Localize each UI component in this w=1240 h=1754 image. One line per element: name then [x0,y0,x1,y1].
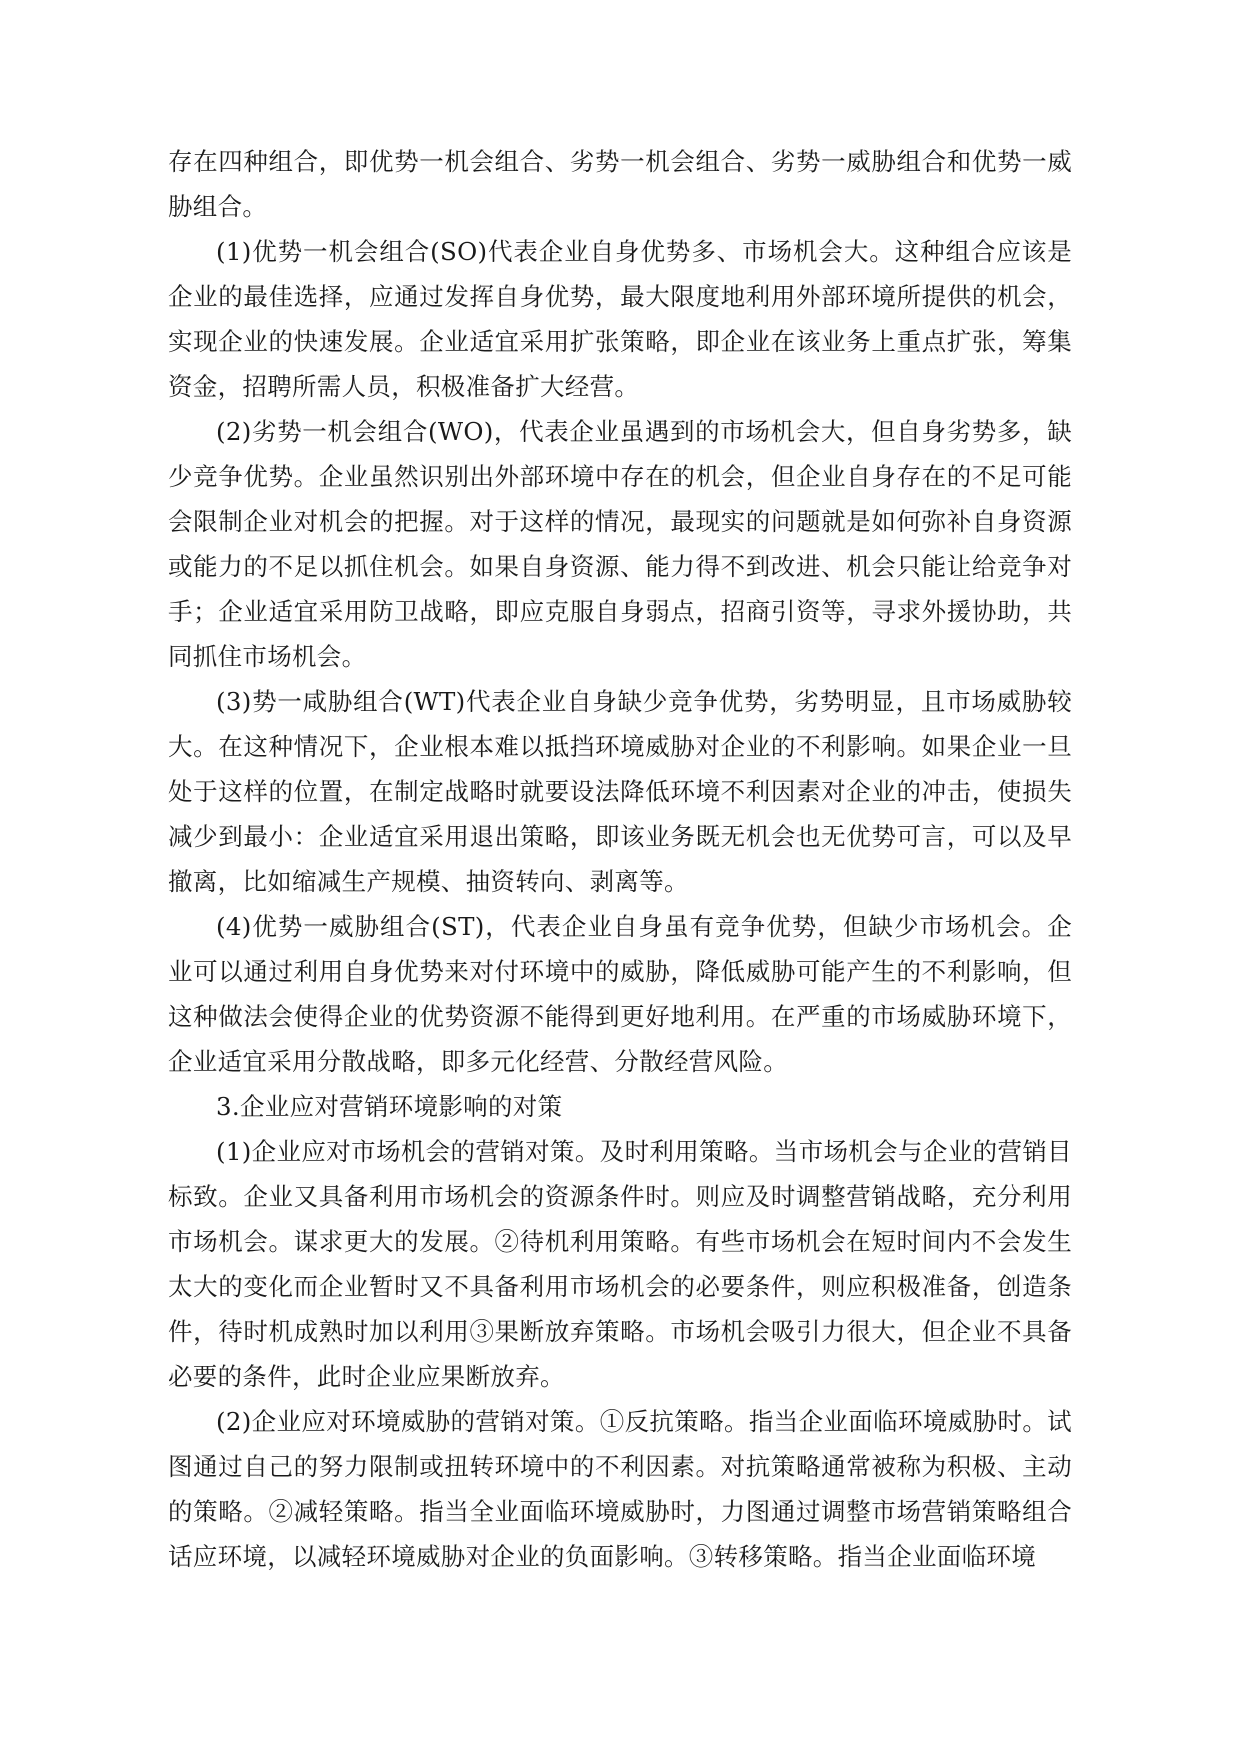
paragraph-intro: 存在四种组合，即优势一机会组合、劣势一机会组合、劣势一威胁组合和优势一威胁组合。 [168,147,1072,221]
document-body [168,139,1072,1579]
paragraph-threat-strategies: (2)企业应对环境威胁的营销对策。①反抗策略。指当企业面临环境威胁时。试图通过自己的努力限制或扭转环境中的不利因素。对抗策略通常被称为积极、主动的策略。②减轻策略。指当全业面临环境威胁时，力图通过调整市场营销策略组合话应环境，以减轻环境威胁对企业的负面影响。③转移策略。指当企业面临环境 [168,1407,1072,1571]
paragraph-wo-combination: (2)劣势一机会组合(WO)，代表企业虽遇到的市场机会大，但自身劣势多，缺少竞争优势。企业虽然识别出外部环境中存在的机会，但企业自身存在的不足可能会限制企业对机会的把握。对于这样的情况，最现实的问题就是如何弥补自身资源或能力的不足以抓住机会。如果自身资源、能力得不到改进、机会只能让给竞争对手；企业适宜采用防卫战略，即应克服自身弱点，招商引资等，寻求外援协助，共同抓住市场机会。 [168,417,1072,671]
paragraph-so-combination: (1)优势一机会组合(SO)代表企业自身优势多、市场机会大。这种组合应该是企业的最佳选择，应通过发挥自身优势，最大限度地利用外部环境所提供的机会，实现企业的快速发展。企业适宜采用扩张策略，即企业在该业务上重点扩张，筹集资金，招聘所需人员，积极准备扩大经营。 [168,237,1072,401]
paragraph-opportunity-strategies: (1)企业应对市场机会的营销对策。及时利用策略。当市场机会与企业的营销目标致。企业又具备利用市场机会的资源条件时。则应及时调整营销战略，充分利用市场机会。谋求更大的发展。②待机利用策略。有些市场机会在短时间内不会发生太大的变化而企业暂时又不具备利用市场机会的必要条件，则应积极准备，创造条件，待时机成熟时加以利用③果断放弃策略。市场机会吸引力很大，但企业不具备必要的条件，此时企业应果断放弃。 [168,1137,1072,1391]
paragraph-wt-combination: (3)势一咸胁组合(WT)代表企业自身缺少竞争优势，劣势明显，且市场威胁较大。在这种情况下，企业根本难以抵挡环境威胁对企业的不利影响。如果企业一旦处于这样的位置，在制定战略时就要设法降低环境不利因素对企业的冲击，使损失减少到最小：企业适宜采用退出策略，即该业务既无机会也无优势可言，可以及早撤离，比如缩减生产规模、抽资转向、剥离等。 [168,687,1072,896]
paragraph-st-combination: (4)优势一威胁组合(ST)，代表企业自身虽有竞争优势，但缺少市场机会。企业可以通过利用自身优势来对付环境中的威胁，降低威胁可能产生的不利影响，但这种做法会使得企业的优势资源不能得到更好地利用。在严重的市场威胁环境下，企业适宜采用分散战略，即多元化经营、分散经营风险。 [168,912,1072,1076]
section-heading-countermeasures: 3.企业应对营销环境影响的对策 [216,1092,563,1121]
